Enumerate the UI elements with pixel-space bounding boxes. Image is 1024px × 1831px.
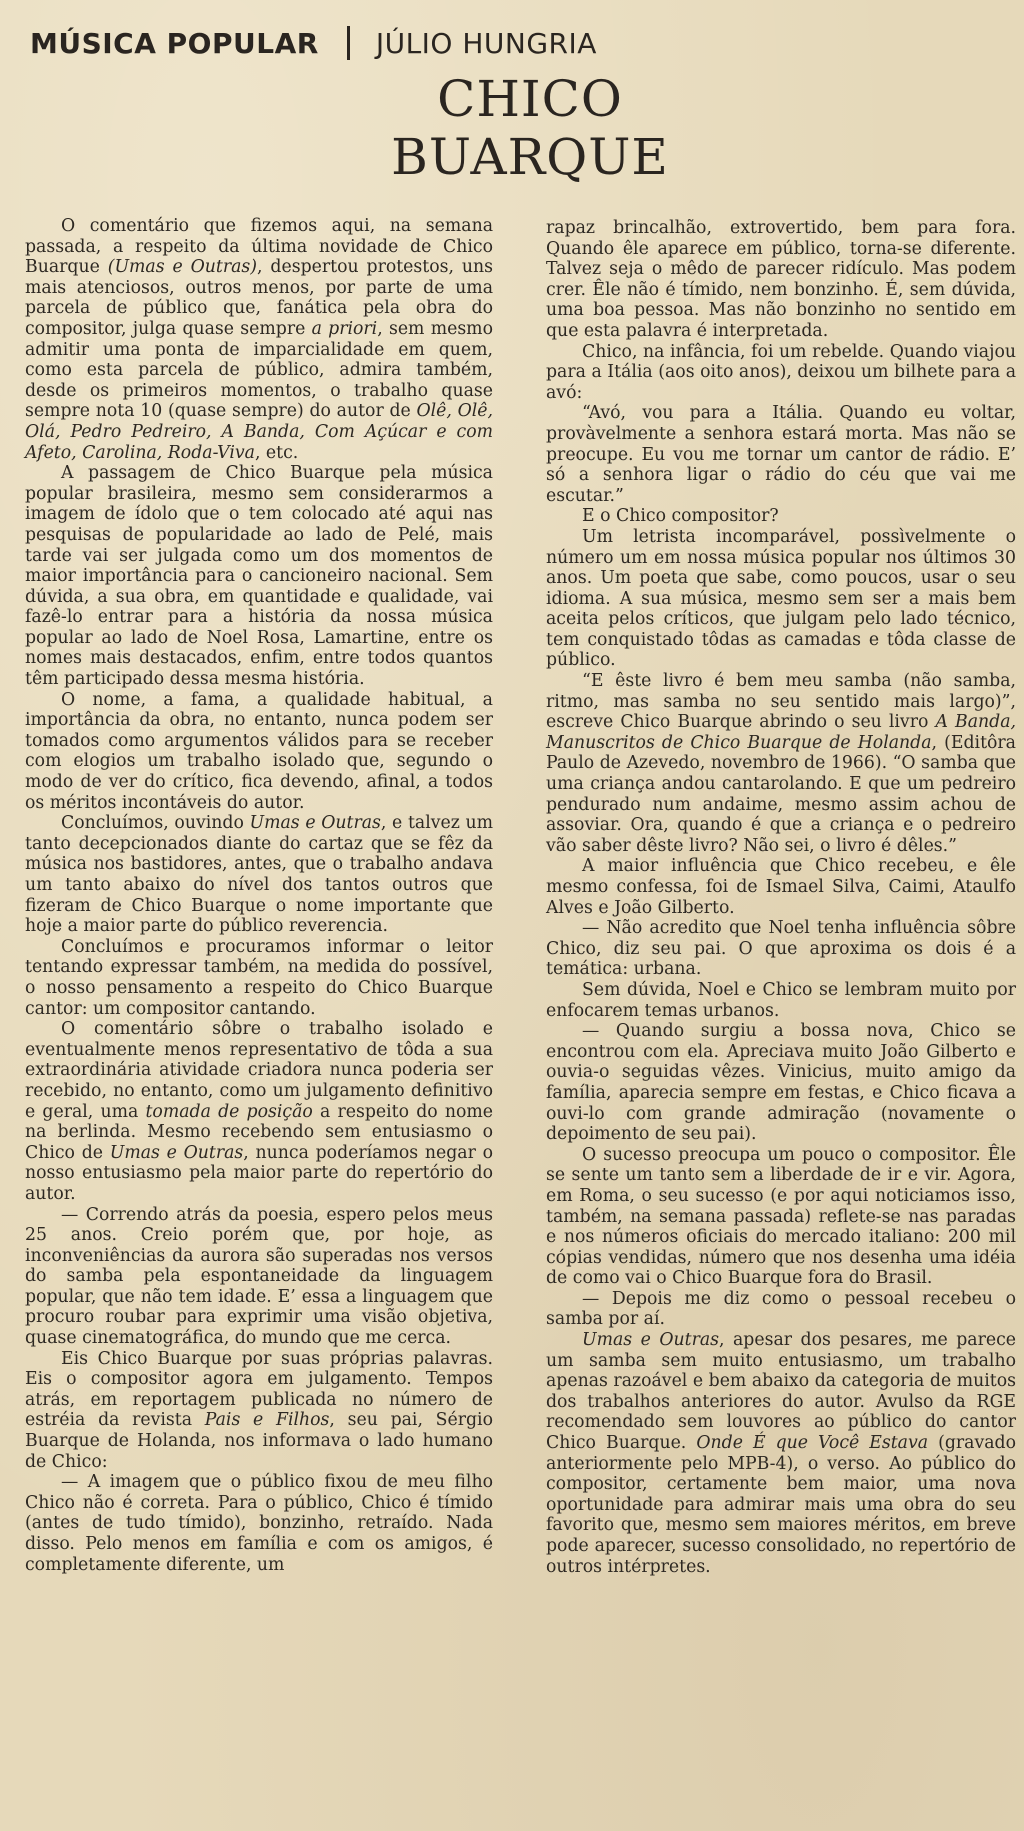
article-paragraph: Sem dúvida, Noel e Chico se lembram muito por enfocarem temas urbanos. [546, 979, 1016, 1021]
article-paragraph: O comentário sôbre o trabalho isolado e eventualmente menos representativo de tôda a sua extraordinária atividade criadora nunca poderia ser recebido, no entanto, como um julgamento definitivo e geral, uma tomada de posição a respeito do nome na berlinda. Mesmo recebendo sem entusiasmo o Chico de Umas e Outras, nunca poderíamos negar o nosso entusiasmo pela maior parte do repertório do autor. [25, 1019, 493, 1204]
author-byline: JÚLIO HUNGRIA [375, 27, 597, 60]
article-paragraph: — Não acredito que Noel tenha influência sôbre Chico, diz seu pai. O que aproxima os dois é a temática: urbana. [546, 918, 1016, 980]
article-paragraph: Um letrista incomparável, possìvelmente o número um em nossa música popular nos últimos 30 anos. Um poeta que sabe, como poucos, usar o seu idioma. A sua música, mesmo sem ser a mais bem aceita pelos críticos, que julgam pelo lado técnico, tem conquistado tôdas as camadas e tôda classe de público. [546, 526, 1016, 671]
article-paragraph: rapaz brincalhão, extrovertido, bem para fora. Quando êle aparece em público, torna-se diferente. Talvez seja o mêdo de parecer ridículo. Mas podem crer. Êle não é tímido, nem bonzinho. É, sem dúvida, uma boa pessoa. Mas não bonzinho no sentido em que esta palavra é interpretada. [546, 218, 1016, 341]
article-paragraph: O comentário que fizemos aqui, na semana passada, a respeito da última novidade de Chico Buarque (Umas e Outras), despertou protestos, uns mais atenciosos, outros menos, por parte de uma parcela de público que, fanática pela obra do compositor, julga quase sempre a priori, sem mesmo admitir uma ponta de imparcialidade em quem, como esta parcela de público, admira também, desde os primeiros momentos, o trabalho quase sempre nota 10 (quase sempre) do autor de Olê, Olê, Olá, Pedro Pedreiro, A Banda, Com Açúcar e com Afeto, Carolina, Roda-Viva, etc. [25, 216, 494, 463]
article-paragraph: Concluímos e procuramos informar o leitor tentando expressar também, na medida do possível, o nosso pensamento a respeito do Chico Buarque cantor: um compositor cantando. [25, 936, 493, 1019]
article-paragraph: — Correndo atrás da poesia, espero pelos meus 25 anos. Creio porém que, por hoje, as inconveniências da aurora são superadas nos versos do samba pela espontaneidade da linguagem popular, que não tem idade. E’ essa a linguagem que procuro roubar para exprimir uma visão objetiva, quase cinematográfica, do mundo que me cerca. [25, 1204, 493, 1349]
headline-line-1: CHICO [437, 70, 623, 128]
article-paragraph: Eis Chico Buarque por suas próprias palavras. Eis o compositor agora em julgamento. Tempos atrás, em reportagem publicada no número de estréia da revista Pais e Filhos, seu pai, Sérgio Buarque de Holanda, nos informava o lado humano de Chico: [25, 1348, 493, 1472]
headline-line-2: BUARQUE [391, 128, 669, 186]
article-paragraph: A maior influência que Chico recebeu, e êle mesmo confessa, foi de Ismael Silva, Caimi, Ataulfo Alves e João Gilberto. [546, 856, 1016, 918]
article-paragraph: — A imagem que o público fixou de meu filho Chico não é correta. Para o público, Chico é tímido (antes de tudo tímido), bonzinho, retraído. Nada disso. Pelo menos em família e com os amigos, é completamente diferente, um [25, 1472, 493, 1575]
article-paragraph: O sucesso preocupa um pouco o compositor. Êle se sente um tanto sem a liberdade de ir e vir. Agora, em Roma, o seu sucesso (e por aqui noticiamos isso, também, na semana passada) reflete-se nas paradas e nos números oficiais do mercado italiano: 200 mil cópias vendidas, número que nos desenha uma idéia de como vai o Chico Buarque fora do Brasil. [546, 1144, 1016, 1289]
article-paragraph: Umas e Outras, apesar dos pesares, me parece um samba sem muito entusiasmo, um trabalho apenas razoável e bem abaixo da categoria de muitos dos trabalhos anteriores do autor. Avulso da RGE recomendado sem louvores ao público do cantor Chico Buarque. Onde É que Você Estava (gravado anteriormente pelo MPB-4), o verso. Ao público do compositor, certamente bem maior, uma nova oportunidade para admirar mais uma obra do seu favorito que, mesmo sem maiores méritos, em breve pode aparecer, sucesso consolidado, no repertório de outros intérpretes. [546, 1330, 1016, 1577]
article-paragraph: A passagem de Chico Buarque pela música popular brasileira, mesmo sem considerarmos a imagem de ídolo que o tem colocado até aqui nas pesquisas de popularidade ao lado de Pelé, mais tarde vai ser julgada como um dos momentos de maior importância para o cancioneiro nacional. Sem dúvida, a sua obra, em quantidade e qualidade, vai fazê-lo entrar para a história da nossa música popular ao lado de Noel Rosa, Lamartine, entre os nomes mais destacados, enfim, entre todos quantos têm participado dessa mesma história. [25, 463, 493, 690]
headline [380, 70, 680, 186]
article-paragraph: Chico, na infância, foi um rebelde. Quando viajou para a Itália (aos oito anos), deixou um bilhete para a avó: [546, 341, 1016, 403]
article-column-right [546, 218, 1016, 1577]
article-paragraph: O nome, a fama, a qualidade habitual, a importância da obra, no entanto, nunca podem ser tomados como argumentos válidos para se receber com elogios um trabalho isolado que, segundo o modo de ver do crítico, fica devendo, afinal, a todos os méritos incontáveis do autor. [25, 689, 493, 813]
kicker [30, 26, 597, 60]
article-paragraph: — Quando surgiu a bossa nova, Chico se encontrou com ela. Apreciava muito João Gilberto e ouvia-o seguidas vêzes. Vinicius, muito amigo da família, aparecia sempre em festas, e Chico ficava a ouvi-lo com grande admiração (novamente o depoimento de seu pai). [546, 1021, 1016, 1145]
article-paragraph: — Depois me diz como o pessoal recebeu o samba por aí. [546, 1288, 1016, 1330]
article-paragraph: “Avó, vou para a Itália. Quando eu voltar, provàvelmente a senhora estará morta. Mas não se preocupe. Eu vou me tornar um cantor de rádio. E’ só a senhora ligar o rádio do céu que vai me escutar.” [546, 403, 1016, 506]
kicker-divider [347, 26, 350, 60]
section-label: MÚSICA POPULAR [30, 27, 319, 60]
article-column-left [25, 216, 493, 1575]
article-paragraph: “E êste livro é bem meu samba (não samba, ritmo, mas samba no seu sentido mais largo)”, escreve Chico Buarque abrindo o seu livro A Banda, Manuscritos de Chico Buarque de Holanda, (Editôra Paulo de Azevedo, novembro de 1966). “O samba que uma criança andou cantarolando. E que um pedreiro pendurado num andaime, mesmo assim achou de assoviar. Ora, quando é que a criança e o pedreiro vão saber dêste livro? Não sei, o livro é dêles.” [546, 671, 1017, 856]
article-paragraph: E o Chico compositor? [582, 506, 779, 527]
article-paragraph: Concluímos, ouvindo Umas e Outras, e talvez um tanto decepcionados diante do cartaz que se fêz da música nos bastidores, antes, que o trabalho andava um tanto abaixo do nível dos tantos outros que fizeram de Chico Buarque o nome importante que hoje a maior parte do público reverencia. [25, 813, 493, 937]
